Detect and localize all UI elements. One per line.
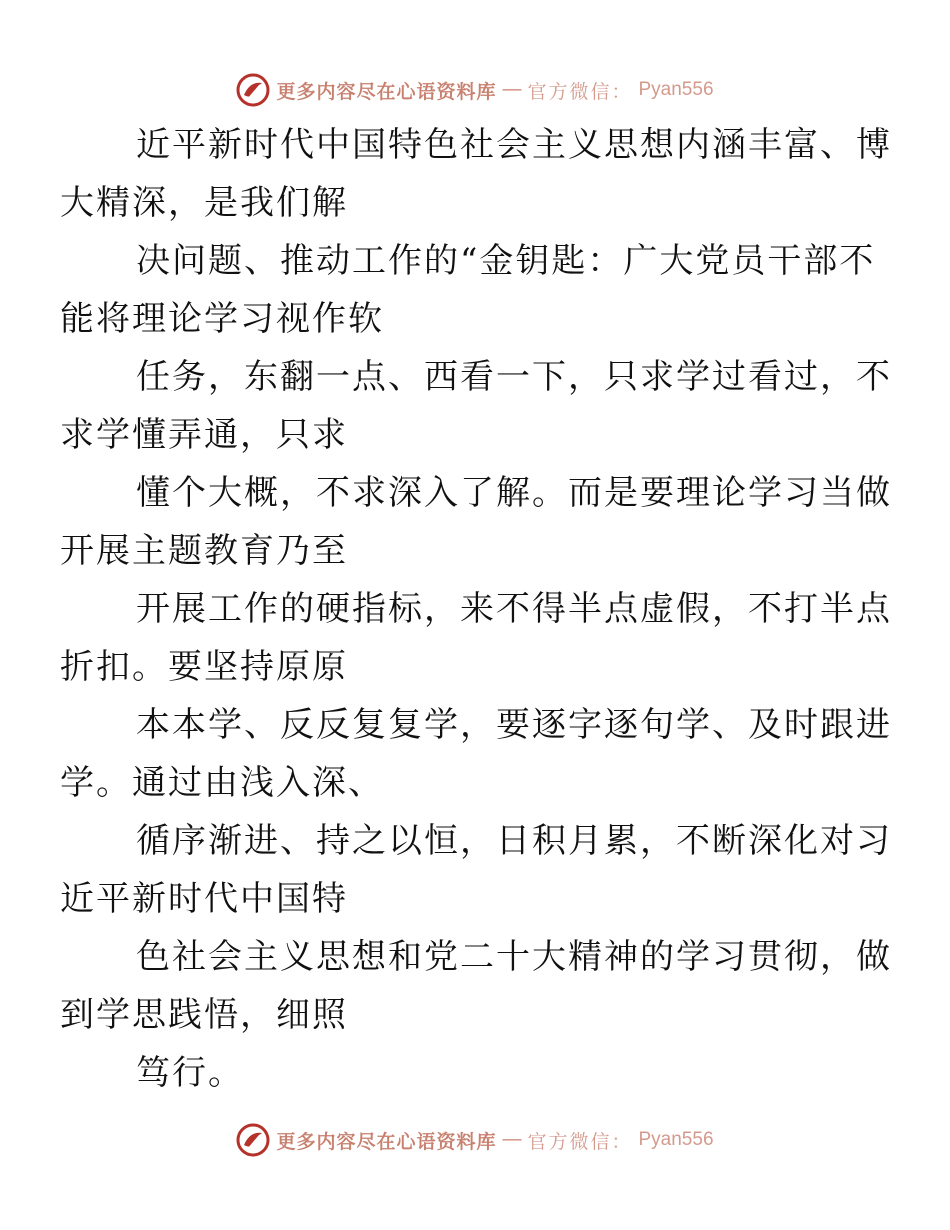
paragraph-line: 折扣。要坚持原原 bbox=[60, 647, 348, 687]
paragraph-line: 能将理论学习视作软 bbox=[60, 299, 384, 339]
paragraph bbox=[60, 348, 892, 464]
paragraph-line: 近平新时代中国特 bbox=[60, 879, 348, 919]
paragraph-line: 大精深，是我们解 bbox=[60, 183, 348, 223]
wechat-label: 官方微信： bbox=[527, 1130, 633, 1153]
site-name-text: 更多内容尽在心语资料库 bbox=[276, 80, 497, 103]
site-name-text: 更多内容尽在心语资料库 bbox=[276, 1130, 497, 1153]
document-body bbox=[60, 116, 892, 1102]
paragraph bbox=[60, 812, 892, 928]
separator-dash: — bbox=[502, 79, 522, 100]
paragraph bbox=[60, 696, 892, 812]
paragraph-line: 本本学、反反复复学，要逐字逐句学、及时跟进 bbox=[136, 705, 892, 745]
paragraph-line: 学。通过由浅入深、 bbox=[60, 763, 384, 803]
paragraph-line: 色社会主义思想和党二十大精神的学习贯彻，做 bbox=[136, 937, 892, 977]
paragraph-line: 开展工作的硬指标，来不得半点虚假，不打半点 bbox=[136, 589, 892, 629]
paragraph-line: 近平新时代中国特色社会主义思想内涵丰富、博 bbox=[136, 125, 892, 165]
wechat-id: Pyan556 bbox=[638, 79, 714, 100]
paragraph bbox=[60, 464, 892, 580]
paragraph bbox=[60, 232, 876, 348]
brand-logo-icon bbox=[236, 73, 270, 107]
paragraph bbox=[60, 580, 892, 696]
paragraph-line: 求学懂弄通，只求 bbox=[60, 415, 348, 455]
paragraph-line: 懂个大概，不求深入了解。而是要理论学习当做 bbox=[136, 473, 892, 513]
paragraph bbox=[60, 928, 892, 1044]
paragraph bbox=[60, 116, 892, 232]
header-banner bbox=[0, 70, 950, 110]
footer-banner bbox=[0, 1120, 950, 1160]
paragraph-line: 笃行。 bbox=[136, 1053, 244, 1093]
paragraph-line: 开展主题教育乃至 bbox=[60, 531, 348, 571]
paragraph bbox=[98, 1044, 858, 1102]
paragraph-line: 决问题、推动工作的“金钥匙：广大党员干部不 bbox=[136, 241, 876, 281]
paragraph-line: 循序渐进、持之以恒，日积月累，不断深化对习 bbox=[136, 821, 892, 861]
paragraph-line: 任务，东翻一点、西看一下，只求学过看过，不 bbox=[136, 357, 892, 397]
brand-logo-icon bbox=[236, 1123, 270, 1157]
wechat-id: Pyan556 bbox=[638, 1129, 714, 1150]
separator-dash: — bbox=[502, 1129, 522, 1150]
paragraph-line: 到学思践悟，细照 bbox=[60, 995, 348, 1035]
wechat-label: 官方微信： bbox=[527, 80, 633, 103]
